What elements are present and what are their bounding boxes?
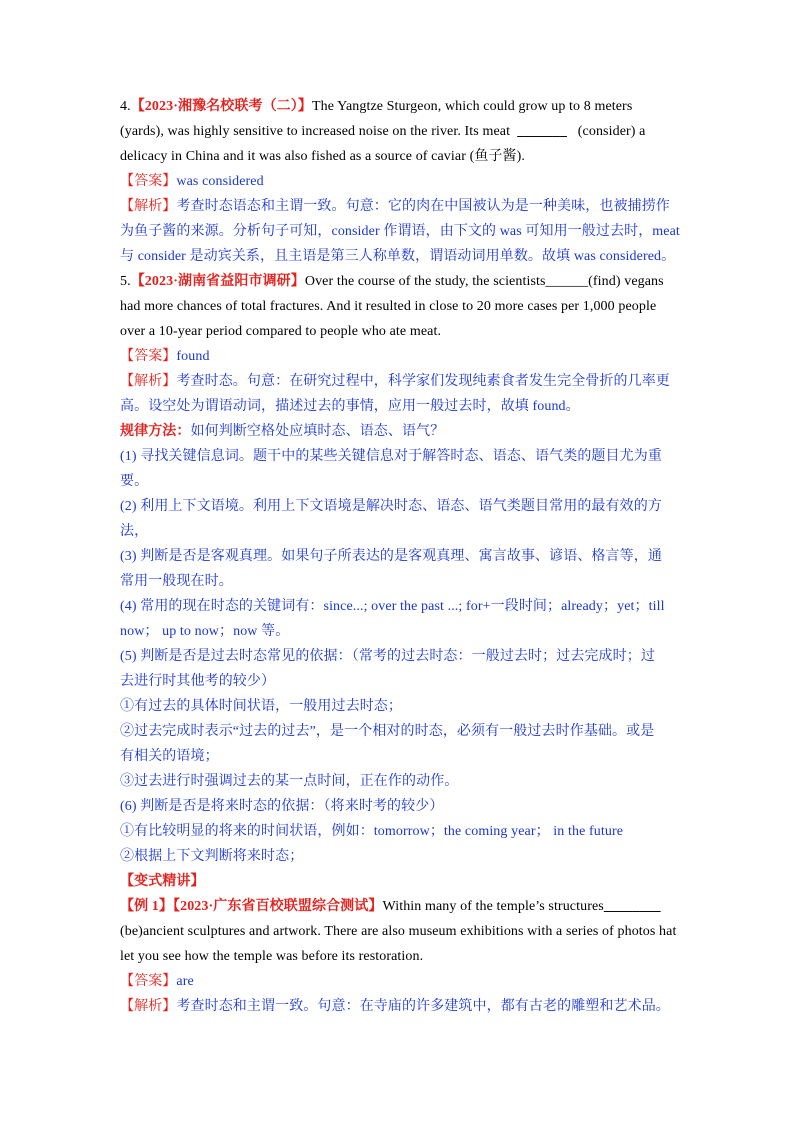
q4-answer-line (120, 169, 682, 194)
q5-line-3: over a 10-year period compared to people who ate meat. (120, 324, 442, 339)
q5-line-1 (120, 269, 682, 294)
q4-line-2 (120, 119, 682, 144)
q4-answer: was considered (176, 174, 264, 189)
method-title: 规律方法： (120, 424, 191, 439)
variant-source: 【2023·广东省百校联盟综合测试】 (173, 899, 383, 914)
variant-answer-line (120, 969, 682, 994)
method-sub-5: ②根据上下文判断将来时态； (120, 849, 304, 864)
q4-line-1 (120, 94, 682, 119)
variant-analysis-1: 考查时态和主谓一致。句意：在寺庙的许多建筑中，都有古老的雕塑和艺术品。 (176, 999, 670, 1014)
variant-line-3: let you see how the temple was before its restoration. (120, 949, 424, 964)
method-point-3: (3) 判断是否是客观真理。如果句子所表达的是客观真理、寓言故事、谚语、格言等，通 (120, 549, 662, 564)
method-sub-3: ③过去进行时强调过去的某一点时间，正在作的动作。 (120, 774, 459, 789)
q4-number: 4. (120, 99, 131, 114)
method-point-4-cont: now； up to now；now 等。 (120, 624, 290, 639)
q5-line-2: had more chances of total fractures. And it resulted in close to 20 more cases per 1,000 people (120, 299, 657, 314)
q4-line-3 (120, 144, 682, 169)
q4-blank: _______ (517, 124, 567, 139)
q5-analysis-line-2: 高。设空处为谓语动词，描述过去的事情，应用一般过去时，故填 found。 (120, 399, 580, 414)
q4-analysis-line-1 (120, 194, 682, 219)
q4-analysis-1: 考查时态语态和主谓一致。句意：它的肉在中国被认为是一种美味，也被捕捞作 (176, 199, 670, 214)
method-sub-1: ①有过去的具体时间状语，一般用过去时态； (120, 699, 402, 714)
q4-analysis-tag: 【解析】 (120, 199, 177, 214)
q5-blank: ______ (545, 274, 589, 289)
method-point-6: (6) 判断是否是将来时态的依据：（将来时考的较少） (120, 799, 444, 814)
q5-number: 5. (120, 274, 131, 289)
variant-line-2: (be)ancient sculptures and artwork. There are also museum exhibitions with a series of photos hat (120, 924, 677, 939)
q4-source: 【2023·湘豫名校联考（二）】 (130, 99, 312, 114)
variant-text-1: Within many of the temple’s structures (382, 899, 604, 914)
document-body (120, 94, 682, 1019)
variant-line-1 (120, 894, 682, 919)
q5-answer: found (176, 349, 210, 364)
variant-blank: ________ (603, 899, 661, 914)
method-heading-line (120, 419, 682, 444)
method-sub-4: ①有比较明显的将来的时间状语，例如：tomorrow；the coming year； in the future (120, 824, 624, 839)
method-point-5: (5) 判断是否是过去时态常见的依据：（常考的过去时态：一般过去时；过去完成时；过 (120, 649, 655, 664)
method-point-3-cont: 常用一般现在时。 (120, 574, 233, 589)
q4-text-2a: (yards), was highly sensitive to increased noise on the river. Its meat (120, 124, 511, 139)
variant-title: 【变式精讲】 (120, 874, 205, 889)
method-point-5-cont: 去进行时其他考的较少） (120, 674, 276, 689)
variant-answer-tag: 【答案】 (120, 974, 177, 989)
q5-analysis-1: 考查时态。句意：在研究过程中，科学家们发现纯素食者发生完全骨折的几率更 (176, 374, 670, 389)
variant-example-tag: 【例 1】 (120, 899, 173, 914)
q5-answer-line (120, 344, 682, 369)
method-point-1-cont: 要。 (120, 474, 149, 489)
method-point-4: (4) 常用的现在时态的关键词有：since...; over the past ...; for+一段时间；already；yet；till (120, 599, 665, 614)
q4-answer-tag: 【答案】 (120, 174, 177, 189)
q4-analysis-line-3: 与 consider 是动宾关系，且主语是第三人称单数，谓语动词用单数。故填 was considered。 (120, 249, 676, 264)
q4-text-3: delicacy in China and it was also fished as a source of caviar (鱼子酱). (120, 149, 525, 164)
q4-analysis-line-2: 为鱼子酱的来源。分析句子可知，consider 作谓语，由下文的 was 可知用一般过去时，meat (120, 224, 680, 239)
q4-text-2b: (consider) a (577, 124, 646, 139)
variant-answer: are (176, 974, 194, 989)
q5-source: 【2023·湖南省益阳市调研】 (130, 274, 305, 289)
method-point-2: (2) 利用上下文语境。利用上下文语境是解决时态、语态、语气类题目常用的最有效的方 (120, 499, 662, 514)
method-point-2-cont: 法， (120, 524, 149, 539)
variant-analysis-line-1 (120, 994, 682, 1019)
method-point-1: (1) 寻找关键信息词。题干中的某些关键信息对于解答时态、语态、语气类的题目尤为重 (120, 449, 662, 464)
method-sub-2-cont: 有相关的语境； (120, 749, 219, 764)
method-sub-2: ②过去完成时表示“过去的过去”，是一个相对的时态，必须有一般过去时作基础。或是 (120, 724, 655, 739)
q5-text-1b: (find) vegans (588, 274, 664, 289)
q5-analysis-line-1 (120, 369, 682, 394)
q5-text-1a: Over the course of the study, the scientists (304, 274, 546, 289)
method-question: 如何判断空格处应填时态、语态、语气？ (190, 424, 445, 439)
variant-analysis-tag: 【解析】 (120, 999, 177, 1014)
q4-text-1: The Yangtze Sturgeon, which could grow up to 8 meters (311, 99, 633, 114)
q5-answer-tag: 【答案】 (120, 349, 177, 364)
q5-analysis-tag: 【解析】 (120, 374, 177, 389)
